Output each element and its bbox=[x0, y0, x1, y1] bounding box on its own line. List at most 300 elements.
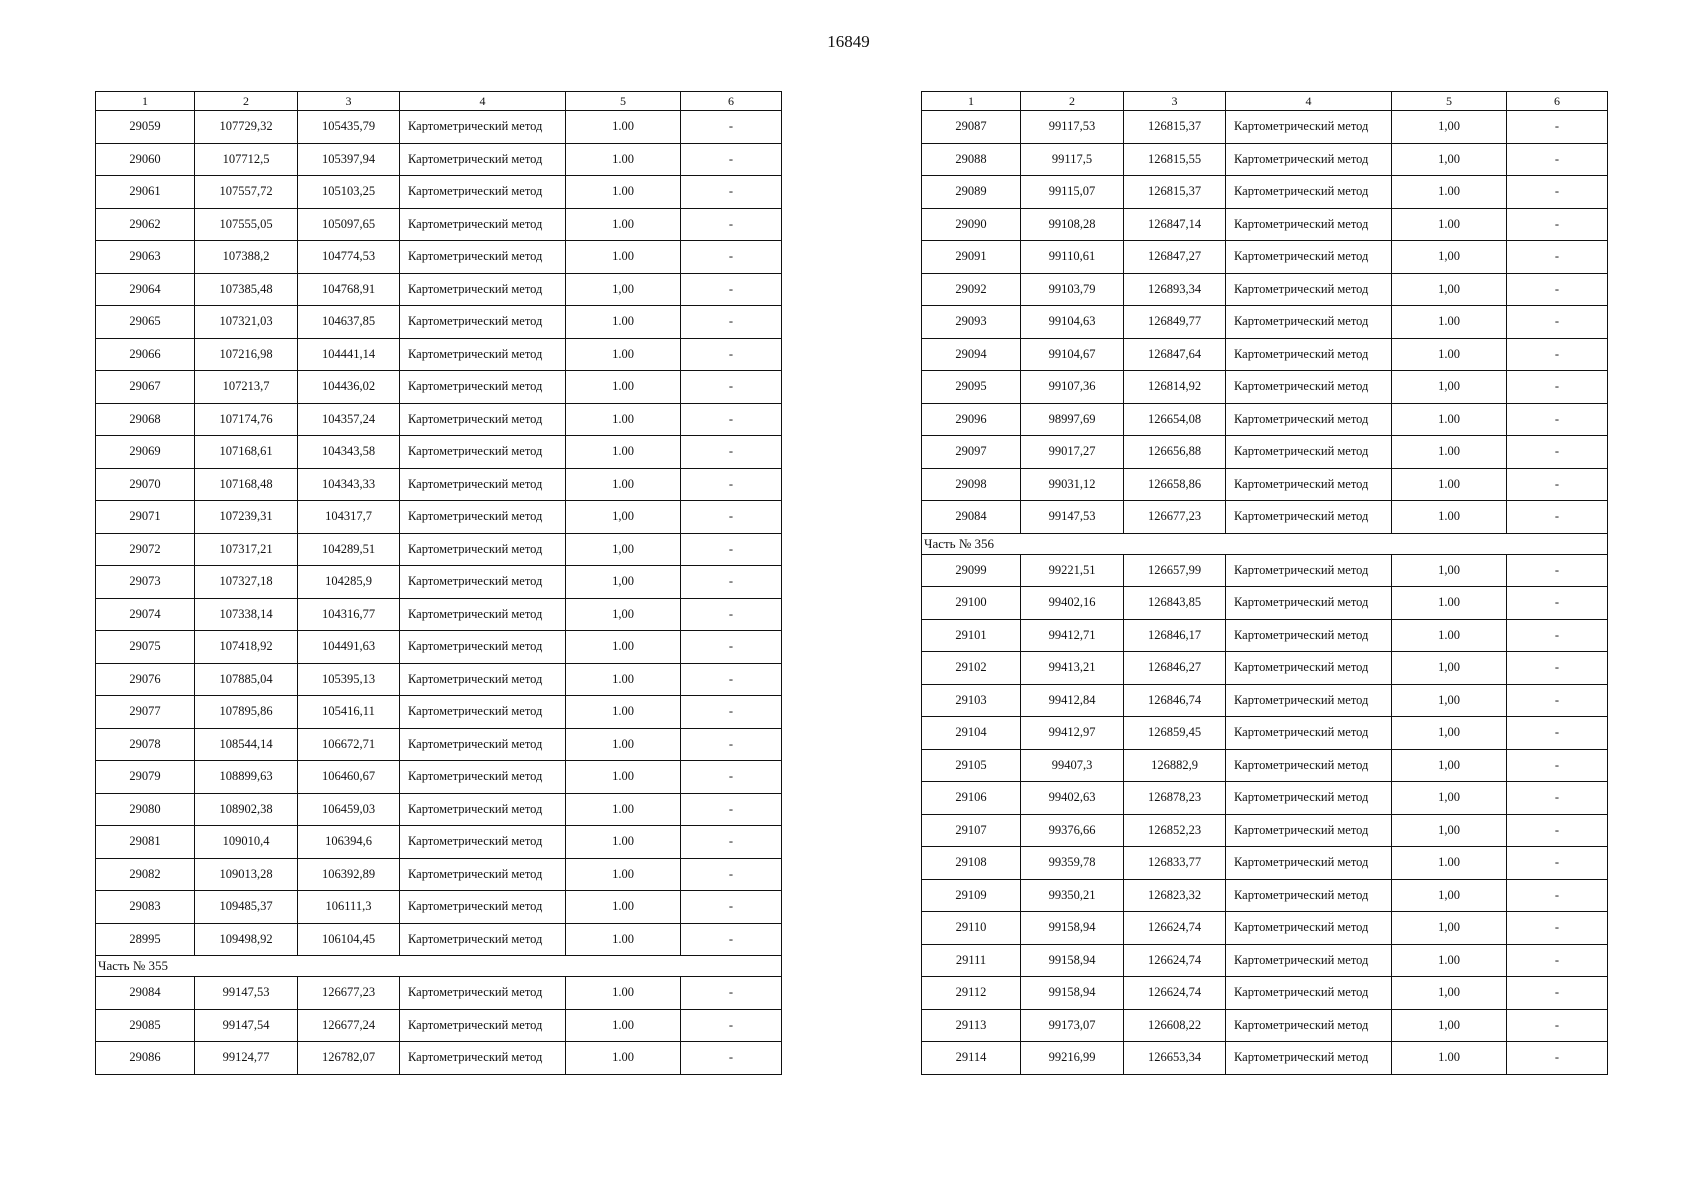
point-number-cell: 29107 bbox=[922, 814, 1021, 847]
accuracy-cell: 1,00 bbox=[1392, 371, 1507, 404]
y-coordinate-cell: 126608,22 bbox=[1124, 1009, 1226, 1042]
y-coordinate-cell: 105097,65 bbox=[298, 208, 400, 241]
accuracy-cell: 1,00 bbox=[1392, 977, 1507, 1010]
point-number-cell: 29068 bbox=[96, 403, 195, 436]
method-cell: Картометрический метод bbox=[400, 598, 566, 631]
table-row bbox=[96, 1042, 782, 1075]
table-row bbox=[96, 696, 782, 729]
note-cell: - bbox=[1507, 814, 1608, 847]
note-cell: - bbox=[681, 631, 782, 664]
method-cell: Картометрический метод bbox=[1226, 501, 1392, 534]
column-header-4: 4 bbox=[400, 92, 566, 111]
note-cell: - bbox=[681, 1042, 782, 1075]
note-cell: - bbox=[1507, 436, 1608, 469]
method-cell: Картометрический метод bbox=[400, 663, 566, 696]
point-number-cell: 29111 bbox=[922, 944, 1021, 977]
x-coordinate-cell: 108899,63 bbox=[195, 761, 298, 794]
note-cell: - bbox=[681, 176, 782, 209]
method-cell: Картометрический метод bbox=[400, 371, 566, 404]
note-cell: - bbox=[1507, 847, 1608, 880]
accuracy-cell: 1.00 bbox=[566, 403, 681, 436]
y-coordinate-cell: 106394,6 bbox=[298, 826, 400, 859]
table-row bbox=[96, 598, 782, 631]
x-coordinate-cell: 99173,07 bbox=[1021, 1009, 1124, 1042]
accuracy-cell: 1.00 bbox=[566, 761, 681, 794]
method-cell: Картометрический метод bbox=[400, 858, 566, 891]
column-header-5: 5 bbox=[566, 92, 681, 111]
method-cell: Картометрический метод bbox=[1226, 371, 1392, 404]
x-coordinate-cell: 99115,07 bbox=[1021, 176, 1124, 209]
table-row bbox=[922, 749, 1608, 782]
note-cell: - bbox=[1507, 944, 1608, 977]
accuracy-cell: 1,00 bbox=[1392, 1009, 1507, 1042]
note-cell: - bbox=[681, 241, 782, 274]
table-row bbox=[96, 111, 782, 144]
note-cell: - bbox=[1507, 717, 1608, 750]
method-cell: Картометрический метод bbox=[400, 1042, 566, 1075]
x-coordinate-cell: 109485,37 bbox=[195, 891, 298, 924]
y-coordinate-cell: 106104,45 bbox=[298, 923, 400, 956]
note-cell: - bbox=[681, 468, 782, 501]
y-coordinate-cell: 105397,94 bbox=[298, 143, 400, 176]
y-coordinate-cell: 106392,89 bbox=[298, 858, 400, 891]
method-cell: Картометрический метод bbox=[1226, 176, 1392, 209]
accuracy-cell: 1.00 bbox=[1392, 208, 1507, 241]
note-cell: - bbox=[681, 111, 782, 144]
method-cell: Картометрический метод bbox=[1226, 273, 1392, 306]
point-number-cell: 29085 bbox=[96, 1009, 195, 1042]
accuracy-cell: 1.00 bbox=[566, 436, 681, 469]
method-cell: Картометрический метод bbox=[400, 631, 566, 664]
method-cell: Картометрический метод bbox=[1226, 717, 1392, 750]
note-cell: - bbox=[1507, 1042, 1608, 1075]
x-coordinate-cell: 99376,66 bbox=[1021, 814, 1124, 847]
y-coordinate-cell: 104343,58 bbox=[298, 436, 400, 469]
method-cell: Картометрический метод bbox=[1226, 554, 1392, 587]
y-coordinate-cell: 126656,88 bbox=[1124, 436, 1226, 469]
table-row bbox=[922, 306, 1608, 339]
y-coordinate-cell: 104774,53 bbox=[298, 241, 400, 274]
table-row bbox=[96, 273, 782, 306]
note-cell: - bbox=[1507, 1009, 1608, 1042]
method-cell: Картометрический метод bbox=[1226, 977, 1392, 1010]
point-number-cell: 29075 bbox=[96, 631, 195, 664]
table-row bbox=[922, 684, 1608, 717]
y-coordinate-cell: 126847,27 bbox=[1124, 241, 1226, 274]
x-coordinate-cell: 99110,61 bbox=[1021, 241, 1124, 274]
point-number-cell: 29106 bbox=[922, 782, 1021, 815]
note-cell: - bbox=[1507, 912, 1608, 945]
method-cell: Картометрический метод bbox=[1226, 111, 1392, 144]
method-cell: Картометрический метод bbox=[400, 436, 566, 469]
y-coordinate-cell: 126658,86 bbox=[1124, 468, 1226, 501]
table-row bbox=[922, 273, 1608, 306]
point-number-cell: 29089 bbox=[922, 176, 1021, 209]
method-cell: Картометрический метод bbox=[400, 696, 566, 729]
accuracy-cell: 1.00 bbox=[566, 306, 681, 339]
x-coordinate-cell: 99359,78 bbox=[1021, 847, 1124, 880]
column-header-2: 2 bbox=[1021, 92, 1124, 111]
point-number-cell: 29059 bbox=[96, 111, 195, 144]
table-row bbox=[96, 891, 782, 924]
table-row bbox=[96, 826, 782, 859]
accuracy-cell: 1,00 bbox=[566, 566, 681, 599]
table-row bbox=[922, 468, 1608, 501]
x-coordinate-cell: 99412,71 bbox=[1021, 619, 1124, 652]
point-number-cell: 29114 bbox=[922, 1042, 1021, 1075]
y-coordinate-cell: 104436,02 bbox=[298, 371, 400, 404]
table-row bbox=[922, 208, 1608, 241]
point-number-cell: 29073 bbox=[96, 566, 195, 599]
point-number-cell: 29108 bbox=[922, 847, 1021, 880]
accuracy-cell: 1.00 bbox=[566, 208, 681, 241]
point-number-cell: 29110 bbox=[922, 912, 1021, 945]
method-cell: Картометрический метод bbox=[1226, 403, 1392, 436]
accuracy-cell: 1,00 bbox=[1392, 554, 1507, 587]
page-number: 16849 bbox=[827, 32, 870, 51]
y-coordinate-cell: 126657,99 bbox=[1124, 554, 1226, 587]
method-cell: Картометрический метод bbox=[400, 826, 566, 859]
table-row bbox=[96, 728, 782, 761]
x-coordinate-cell: 107168,61 bbox=[195, 436, 298, 469]
x-coordinate-cell: 99108,28 bbox=[1021, 208, 1124, 241]
x-coordinate-cell: 107557,72 bbox=[195, 176, 298, 209]
x-coordinate-cell: 99158,94 bbox=[1021, 912, 1124, 945]
accuracy-cell: 1.00 bbox=[566, 977, 681, 1010]
point-number-cell: 29079 bbox=[96, 761, 195, 794]
x-coordinate-cell: 99124,77 bbox=[195, 1042, 298, 1075]
y-coordinate-cell: 126846,74 bbox=[1124, 684, 1226, 717]
point-number-cell: 29071 bbox=[96, 501, 195, 534]
point-number-cell: 29091 bbox=[922, 241, 1021, 274]
point-number-cell: 29081 bbox=[96, 826, 195, 859]
note-cell: - bbox=[681, 598, 782, 631]
point-number-cell: 29063 bbox=[96, 241, 195, 274]
x-coordinate-cell: 99017,27 bbox=[1021, 436, 1124, 469]
method-cell: Картометрический метод bbox=[1226, 338, 1392, 371]
method-cell: Картометрический метод bbox=[1226, 1042, 1392, 1075]
x-coordinate-cell: 99147,54 bbox=[195, 1009, 298, 1042]
y-coordinate-cell: 105395,13 bbox=[298, 663, 400, 696]
table-row bbox=[96, 143, 782, 176]
note-cell: - bbox=[681, 306, 782, 339]
y-coordinate-cell: 106111,3 bbox=[298, 891, 400, 924]
accuracy-cell: 1,00 bbox=[566, 598, 681, 631]
x-coordinate-cell: 107317,21 bbox=[195, 533, 298, 566]
x-coordinate-cell: 99117,53 bbox=[1021, 111, 1124, 144]
point-number-cell: 28995 bbox=[96, 923, 195, 956]
accuracy-cell: 1.00 bbox=[566, 826, 681, 859]
y-coordinate-cell: 105103,25 bbox=[298, 176, 400, 209]
method-cell: Картометрический метод bbox=[1226, 436, 1392, 469]
point-number-cell: 29102 bbox=[922, 652, 1021, 685]
column-header-3: 3 bbox=[1124, 92, 1226, 111]
y-coordinate-cell: 104316,77 bbox=[298, 598, 400, 631]
table-row bbox=[96, 241, 782, 274]
y-coordinate-cell: 104768,91 bbox=[298, 273, 400, 306]
table-row bbox=[922, 436, 1608, 469]
accuracy-cell: 1.00 bbox=[566, 923, 681, 956]
table-header-right bbox=[922, 92, 1608, 111]
point-number-cell: 29067 bbox=[96, 371, 195, 404]
table-row bbox=[922, 912, 1608, 945]
table-row bbox=[922, 619, 1608, 652]
x-coordinate-cell: 107885,04 bbox=[195, 663, 298, 696]
accuracy-cell: 1.00 bbox=[1392, 176, 1507, 209]
point-number-cell: 29095 bbox=[922, 371, 1021, 404]
method-cell: Картометрический метод bbox=[400, 111, 566, 144]
method-cell: Картометрический метод bbox=[400, 977, 566, 1010]
table-row bbox=[96, 306, 782, 339]
point-number-cell: 29077 bbox=[96, 696, 195, 729]
accuracy-cell: 1.00 bbox=[566, 176, 681, 209]
method-cell: Картометрический метод bbox=[1226, 143, 1392, 176]
x-coordinate-cell: 107555,05 bbox=[195, 208, 298, 241]
x-coordinate-cell: 109013,28 bbox=[195, 858, 298, 891]
accuracy-cell: 1,00 bbox=[566, 273, 681, 306]
accuracy-cell: 1.00 bbox=[1392, 619, 1507, 652]
note-cell: - bbox=[1507, 111, 1608, 144]
point-number-cell: 29099 bbox=[922, 554, 1021, 587]
y-coordinate-cell: 126815,37 bbox=[1124, 176, 1226, 209]
point-number-cell: 29101 bbox=[922, 619, 1021, 652]
method-cell: Картометрический метод bbox=[400, 533, 566, 566]
accuracy-cell: 1.00 bbox=[566, 663, 681, 696]
y-coordinate-cell: 126846,27 bbox=[1124, 652, 1226, 685]
note-cell: - bbox=[681, 923, 782, 956]
x-coordinate-cell: 99104,67 bbox=[1021, 338, 1124, 371]
table-row bbox=[96, 338, 782, 371]
y-coordinate-cell: 104637,85 bbox=[298, 306, 400, 339]
column-header-3: 3 bbox=[298, 92, 400, 111]
note-cell: - bbox=[1507, 879, 1608, 912]
section-row bbox=[96, 956, 782, 977]
method-cell: Картометрический метод bbox=[1226, 306, 1392, 339]
y-coordinate-cell: 126893,34 bbox=[1124, 273, 1226, 306]
x-coordinate-cell: 99216,99 bbox=[1021, 1042, 1124, 1075]
method-cell: Картометрический метод bbox=[400, 403, 566, 436]
point-number-cell: 29080 bbox=[96, 793, 195, 826]
table-row bbox=[96, 977, 782, 1010]
y-coordinate-cell: 104285,9 bbox=[298, 566, 400, 599]
accuracy-cell: 1.00 bbox=[566, 468, 681, 501]
accuracy-cell: 1.00 bbox=[1392, 587, 1507, 620]
y-coordinate-cell: 126882,9 bbox=[1124, 749, 1226, 782]
note-cell: - bbox=[681, 977, 782, 1010]
x-coordinate-cell: 99158,94 bbox=[1021, 944, 1124, 977]
table-row bbox=[96, 923, 782, 956]
table-row bbox=[922, 1042, 1608, 1075]
method-cell: Картометрический метод bbox=[1226, 782, 1392, 815]
column-header-4: 4 bbox=[1226, 92, 1392, 111]
table-row bbox=[96, 761, 782, 794]
table-row bbox=[922, 879, 1608, 912]
accuracy-cell: 1,00 bbox=[1392, 749, 1507, 782]
section-row bbox=[922, 533, 1608, 554]
method-cell: Картометрический метод bbox=[400, 176, 566, 209]
x-coordinate-cell: 99147,53 bbox=[1021, 501, 1124, 534]
note-cell: - bbox=[681, 1009, 782, 1042]
x-coordinate-cell: 107327,18 bbox=[195, 566, 298, 599]
y-coordinate-cell: 126814,92 bbox=[1124, 371, 1226, 404]
point-number-cell: 29105 bbox=[922, 749, 1021, 782]
note-cell: - bbox=[681, 371, 782, 404]
note-cell: - bbox=[681, 663, 782, 696]
point-number-cell: 29060 bbox=[96, 143, 195, 176]
y-coordinate-cell: 126843,85 bbox=[1124, 587, 1226, 620]
point-number-cell: 29112 bbox=[922, 977, 1021, 1010]
point-number-cell: 29061 bbox=[96, 176, 195, 209]
table-row bbox=[96, 533, 782, 566]
point-number-cell: 29109 bbox=[922, 879, 1021, 912]
method-cell: Картометрический метод bbox=[1226, 944, 1392, 977]
x-coordinate-cell: 107239,31 bbox=[195, 501, 298, 534]
table-row bbox=[96, 436, 782, 469]
accuracy-cell: 1.00 bbox=[1392, 338, 1507, 371]
x-coordinate-cell: 99221,51 bbox=[1021, 554, 1124, 587]
point-number-cell: 29113 bbox=[922, 1009, 1021, 1042]
x-coordinate-cell: 107213,7 bbox=[195, 371, 298, 404]
x-coordinate-cell: 107418,92 bbox=[195, 631, 298, 664]
accuracy-cell: 1,00 bbox=[1392, 912, 1507, 945]
method-cell: Картометрический метод bbox=[1226, 468, 1392, 501]
x-coordinate-cell: 98997,69 bbox=[1021, 403, 1124, 436]
x-coordinate-cell: 99031,12 bbox=[1021, 468, 1124, 501]
method-cell: Картометрический метод bbox=[400, 143, 566, 176]
table-row bbox=[922, 587, 1608, 620]
y-coordinate-cell: 126878,23 bbox=[1124, 782, 1226, 815]
y-coordinate-cell: 106460,67 bbox=[298, 761, 400, 794]
point-number-cell: 29103 bbox=[922, 684, 1021, 717]
method-cell: Картометрический метод bbox=[400, 793, 566, 826]
accuracy-cell: 1.00 bbox=[1392, 403, 1507, 436]
method-cell: Картометрический метод bbox=[400, 208, 566, 241]
y-coordinate-cell: 126653,34 bbox=[1124, 1042, 1226, 1075]
accuracy-cell: 1.00 bbox=[566, 696, 681, 729]
table-row bbox=[922, 371, 1608, 404]
note-cell: - bbox=[1507, 403, 1608, 436]
point-number-cell: 29097 bbox=[922, 436, 1021, 469]
y-coordinate-cell: 126846,17 bbox=[1124, 619, 1226, 652]
y-coordinate-cell: 126624,74 bbox=[1124, 977, 1226, 1010]
x-coordinate-cell: 108544,14 bbox=[195, 728, 298, 761]
column-header-1: 1 bbox=[922, 92, 1021, 111]
method-cell: Картометрический метод bbox=[400, 891, 566, 924]
x-coordinate-cell: 99147,53 bbox=[195, 977, 298, 1010]
method-cell: Картометрический метод bbox=[400, 923, 566, 956]
y-coordinate-cell: 126852,23 bbox=[1124, 814, 1226, 847]
table-row bbox=[96, 208, 782, 241]
y-coordinate-cell: 126823,32 bbox=[1124, 879, 1226, 912]
method-cell: Картометрический метод bbox=[1226, 684, 1392, 717]
y-coordinate-cell: 126859,45 bbox=[1124, 717, 1226, 750]
table-row bbox=[96, 858, 782, 891]
note-cell: - bbox=[681, 793, 782, 826]
method-cell: Картометрический метод bbox=[1226, 879, 1392, 912]
x-coordinate-cell: 99407,3 bbox=[1021, 749, 1124, 782]
table-row bbox=[922, 944, 1608, 977]
table-row bbox=[922, 176, 1608, 209]
note-cell: - bbox=[1507, 208, 1608, 241]
method-cell: Картометрический метод bbox=[1226, 814, 1392, 847]
note-cell: - bbox=[1507, 371, 1608, 404]
accuracy-cell: 1.00 bbox=[566, 793, 681, 826]
x-coordinate-cell: 109010,4 bbox=[195, 826, 298, 859]
table-row bbox=[96, 566, 782, 599]
table-row bbox=[922, 111, 1608, 144]
note-cell: - bbox=[1507, 273, 1608, 306]
table-row bbox=[96, 403, 782, 436]
method-cell: Картометрический метод bbox=[400, 1009, 566, 1042]
accuracy-cell: 1.00 bbox=[566, 1042, 681, 1075]
y-coordinate-cell: 126677,23 bbox=[298, 977, 400, 1010]
table-row bbox=[922, 501, 1608, 534]
note-cell: - bbox=[681, 436, 782, 469]
accuracy-cell: 1.00 bbox=[1392, 1042, 1507, 1075]
note-cell: - bbox=[1507, 143, 1608, 176]
point-number-cell: 29084 bbox=[96, 977, 195, 1010]
coordinates-table-left bbox=[95, 91, 782, 1075]
x-coordinate-cell: 99413,21 bbox=[1021, 652, 1124, 685]
y-coordinate-cell: 126847,64 bbox=[1124, 338, 1226, 371]
method-cell: Картометрический метод bbox=[400, 566, 566, 599]
table-header-left bbox=[96, 92, 782, 111]
note-cell: - bbox=[1507, 306, 1608, 339]
accuracy-cell: 1.00 bbox=[1392, 306, 1507, 339]
point-number-cell: 29104 bbox=[922, 717, 1021, 750]
accuracy-cell: 1,00 bbox=[566, 501, 681, 534]
column-header-2: 2 bbox=[195, 92, 298, 111]
note-cell: - bbox=[681, 761, 782, 794]
table-row bbox=[96, 371, 782, 404]
note-cell: - bbox=[1507, 338, 1608, 371]
x-coordinate-cell: 99412,84 bbox=[1021, 684, 1124, 717]
accuracy-cell: 1,00 bbox=[1392, 684, 1507, 717]
note-cell: - bbox=[1507, 176, 1608, 209]
table-row bbox=[96, 1009, 782, 1042]
table-row bbox=[922, 814, 1608, 847]
y-coordinate-cell: 104343,33 bbox=[298, 468, 400, 501]
accuracy-cell: 1.00 bbox=[1392, 436, 1507, 469]
y-coordinate-cell: 126677,23 bbox=[1124, 501, 1226, 534]
table-row bbox=[922, 143, 1608, 176]
note-cell: - bbox=[1507, 468, 1608, 501]
point-number-cell: 29100 bbox=[922, 587, 1021, 620]
y-coordinate-cell: 126677,24 bbox=[298, 1009, 400, 1042]
coordinates-table-right bbox=[921, 91, 1608, 1075]
point-number-cell: 29088 bbox=[922, 143, 1021, 176]
table-row bbox=[96, 631, 782, 664]
x-coordinate-cell: 99103,79 bbox=[1021, 273, 1124, 306]
note-cell: - bbox=[681, 566, 782, 599]
table-row bbox=[96, 793, 782, 826]
table-row bbox=[922, 652, 1608, 685]
accuracy-cell: 1,00 bbox=[1392, 717, 1507, 750]
y-coordinate-cell: 105435,79 bbox=[298, 111, 400, 144]
point-number-cell: 29086 bbox=[96, 1042, 195, 1075]
x-coordinate-cell: 107729,32 bbox=[195, 111, 298, 144]
method-cell: Картометрический метод bbox=[1226, 652, 1392, 685]
x-coordinate-cell: 99117,5 bbox=[1021, 143, 1124, 176]
accuracy-cell: 1.00 bbox=[566, 858, 681, 891]
x-coordinate-cell: 99402,16 bbox=[1021, 587, 1124, 620]
accuracy-cell: 1,00 bbox=[1392, 782, 1507, 815]
accuracy-cell: 1,00 bbox=[1392, 273, 1507, 306]
y-coordinate-cell: 126833,77 bbox=[1124, 847, 1226, 880]
note-cell: - bbox=[681, 338, 782, 371]
note-cell: - bbox=[681, 501, 782, 534]
note-cell: - bbox=[1507, 501, 1608, 534]
